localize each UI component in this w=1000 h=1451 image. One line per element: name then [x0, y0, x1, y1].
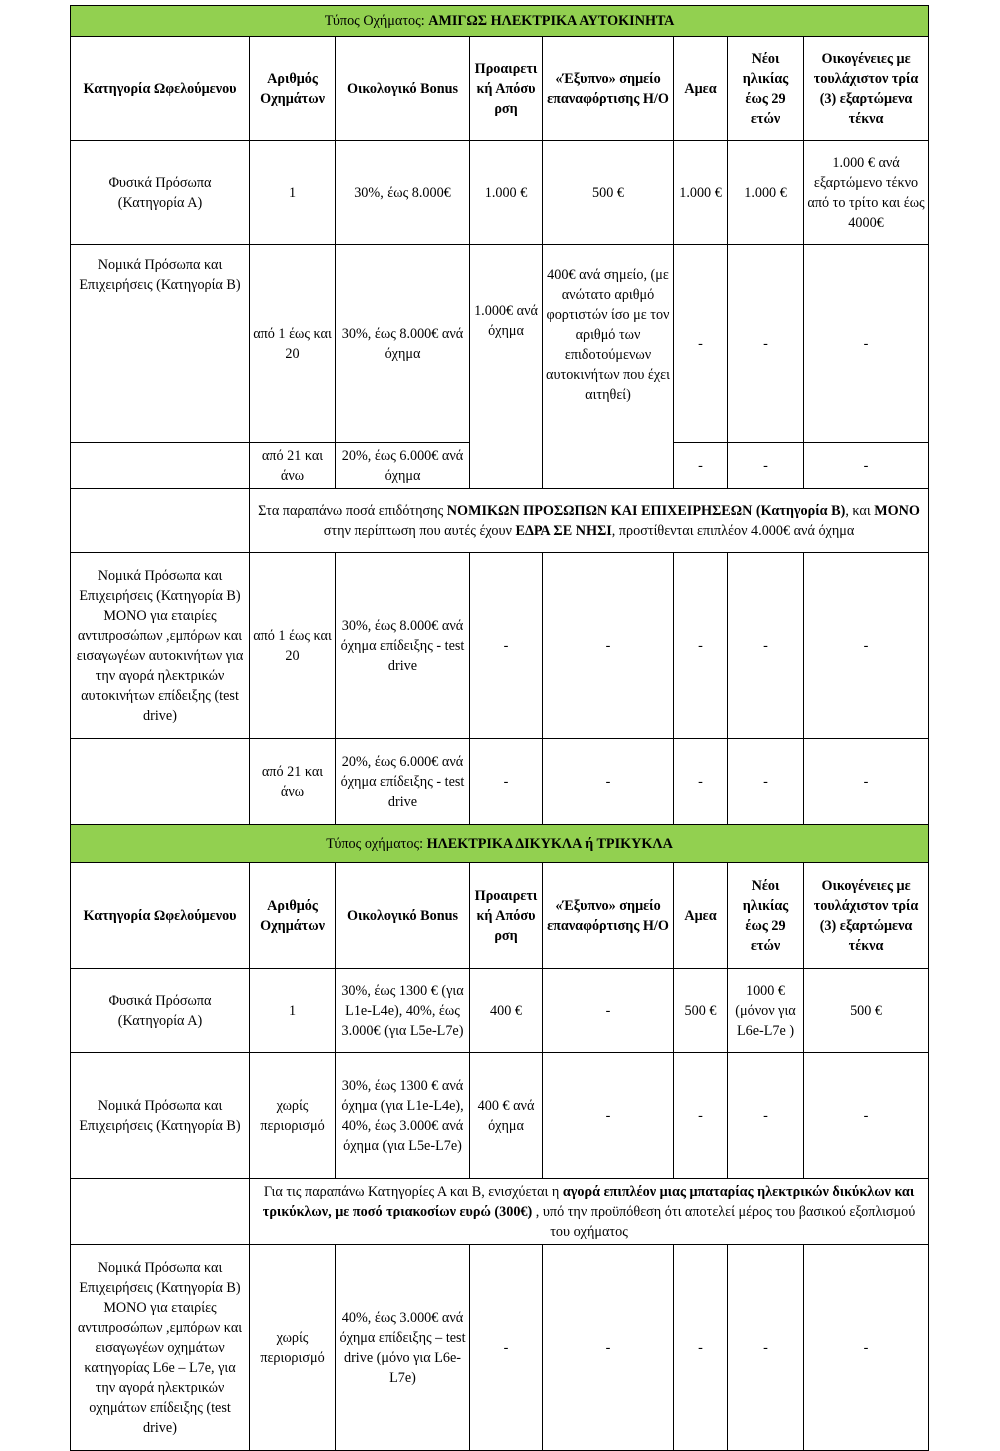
- section2-note: [250, 1179, 929, 1245]
- header-scrappage: Προαιρετική Απόσυρση: [470, 37, 543, 141]
- table-row: [71, 141, 929, 245]
- section1-header-row: [71, 37, 929, 141]
- cell-disabled: 500 €: [674, 969, 728, 1053]
- cell-young: -: [728, 1053, 804, 1179]
- header-vehicles: Αριθμός Οχημάτων: [250, 37, 336, 141]
- section2-header-row: [71, 863, 929, 969]
- note-text: , προστίθενται επιπλέον 4.000€ ανά όχημα: [611, 522, 855, 539]
- cell-families: -: [804, 245, 929, 443]
- header-families: Οικογένειες με τουλάχιστον τρία (3) εξαρτώμενα τέκνα: [804, 863, 929, 969]
- cell-young: -: [728, 553, 804, 739]
- cell-bonus: 30%, έως 1300 € (για L1e-L4e), 40%, έως 3.000€ (για L5e-L7e): [336, 969, 470, 1053]
- note-text: , υπό την προϋπόθεση ότι αποτελεί μέρος του βασικού εξοπλισμού του οχήματος: [532, 1203, 916, 1240]
- header-bonus: Οικολογικό Bonus: [336, 37, 470, 141]
- cell-bonus: 30%, έως 1300 € ανά όχημα (για L1e-L4e), 40%, έως 3.000€ ανά όχημα (για L5e-L7e): [336, 1053, 470, 1179]
- cell-category: [71, 489, 250, 553]
- cell-category: [71, 739, 250, 825]
- section2-title-bold: ΗΛΕΚΤΡΙΚΑ ΔΙΚΥΚΛΑ ή ΤΡΙΚΥΚΛΑ: [426, 835, 673, 852]
- cell-disabled: -: [674, 553, 728, 739]
- cell-disabled: -: [674, 739, 728, 825]
- section1-title-row: [71, 6, 929, 37]
- cell-scrappage: 400 €: [470, 969, 543, 1053]
- section1-note: [250, 489, 929, 553]
- cell-category: Νομικά Πρόσωπα και Επιχειρήσεις (Κατηγορία Β): [71, 245, 250, 443]
- cell-vehicles: 1: [250, 969, 336, 1053]
- section2-title-row: [71, 825, 929, 863]
- cell-charger: 400€ ανά σημείο, (με ανώτατο αριθμό φορτιστών ίσο με τον αριθμό των επιδοτούμενων αυτοκινήτων που έχει αιτηθεί): [543, 245, 674, 489]
- cell-young: 1.000 €: [728, 141, 804, 245]
- cell-category: Νομικά Πρόσωπα και Επιχειρήσεις (Κατηγορία Β): [71, 1053, 250, 1179]
- note-bold: ΜΟΝΟ: [874, 502, 920, 519]
- cell-vehicles: από 1 έως και 20: [250, 245, 336, 443]
- header-disabled: Αμεα: [674, 863, 728, 969]
- section2-title: [71, 825, 929, 863]
- cell-families: -: [804, 443, 929, 489]
- cell-category: [71, 443, 250, 489]
- table-row: [71, 1053, 929, 1179]
- cell-young: 1000 € (μόνον για L6e-L7e ): [728, 969, 804, 1053]
- cell-disabled: -: [674, 1245, 728, 1451]
- cell-category: [71, 1179, 250, 1245]
- cell-scrappage: -: [470, 739, 543, 825]
- header-scrappage: Προαιρετική Απόσυρση: [470, 863, 543, 969]
- cell-families: 500 €: [804, 969, 929, 1053]
- cell-bonus: 20%, έως 6.000€ ανά όχημα: [336, 443, 470, 489]
- subsidy-table: [70, 5, 929, 1451]
- cell-disabled: 1.000 €: [674, 141, 728, 245]
- cell-charger: -: [543, 739, 674, 825]
- header-charger: «Έξυπνο» σημείο επαναφόρτισης Η/Ο: [543, 37, 674, 141]
- cell-bonus: 40%, έως 3.000€ ανά όχημα επίδειξης – test drive (μόνο για L6e-L7e): [336, 1245, 470, 1451]
- cell-vehicles: από 21 και άνω: [250, 739, 336, 825]
- cell-charger: -: [543, 969, 674, 1053]
- cell-charger: -: [543, 1053, 674, 1179]
- subsidy-document: [70, 5, 928, 1451]
- table-row: [71, 1245, 929, 1451]
- cell-young: -: [728, 443, 804, 489]
- cell-vehicles: χωρίς περιορισμό: [250, 1053, 336, 1179]
- note-bold: ΕΔΡΑ ΣΕ ΝΗΣΙ: [515, 522, 612, 539]
- note-bold: ΝΟΜΙΚΩΝ ΠΡΟΣΩΠΩΝ ΚΑΙ ΕΠΙΧΕΙΡΗΣΕΩΝ (Κατηγορία Β): [446, 502, 846, 519]
- cell-young: -: [728, 1245, 804, 1451]
- cell-families: -: [804, 739, 929, 825]
- cell-disabled: -: [674, 245, 728, 443]
- cell-vehicles: 1: [250, 141, 336, 245]
- header-families: Οικογένειες με τουλάχιστον τρία (3) εξαρτώμενα τέκνα: [804, 37, 929, 141]
- cell-vehicles: από 21 και άνω: [250, 443, 336, 489]
- cell-families: -: [804, 1245, 929, 1451]
- cell-charger: -: [543, 553, 674, 739]
- cell-category: Φυσικά Πρόσωπα (Κατηγορία Α): [71, 969, 250, 1053]
- section2-title-prefix: Τύπος οχήματος:: [326, 835, 427, 852]
- cell-bonus: 20%, έως 6.000€ ανά όχημα επίδειξης - test drive: [336, 739, 470, 825]
- cell-category: Φυσικά Πρόσωπα (Κατηγορία Α): [71, 141, 250, 245]
- header-disabled: Αμεα: [674, 37, 728, 141]
- cell-charger: -: [543, 1245, 674, 1451]
- cell-families: 1.000 € ανά εξαρτώμενο τέκνο από το τρίτο και έως 4000€: [804, 141, 929, 245]
- cell-scrappage: -: [470, 553, 543, 739]
- header-young: Νέοι ηλικίας έως 29 ετών: [728, 863, 804, 969]
- header-bonus: Οικολογικό Bonus: [336, 863, 470, 969]
- cell-families: -: [804, 553, 929, 739]
- header-vehicles: Αριθμός Οχημάτων: [250, 863, 336, 969]
- table-row: [71, 739, 929, 825]
- table-row: [71, 553, 929, 739]
- cell-vehicles: χωρίς περιορισμό: [250, 1245, 336, 1451]
- table-row: [71, 245, 929, 443]
- cell-vehicles: από 1 έως και 20: [250, 553, 336, 739]
- section1-title-prefix: Τύπος Οχήματος:: [324, 13, 429, 29]
- cell-charger: 500 €: [543, 141, 674, 245]
- cell-disabled: -: [674, 443, 728, 489]
- cell-bonus: 30%, έως 8.000€: [336, 141, 470, 245]
- section1-title-bold: ΑΜΙΓΩΣ ΗΛΕΚΤΡΙΚΑ ΑΥΤΟΚΙΝΗΤΑ: [428, 13, 675, 29]
- cell-young: -: [728, 245, 804, 443]
- header-category: Κατηγορία Ωφελούμενου: [71, 863, 250, 969]
- header-young: Νέοι ηλικίας έως 29 ετών: [728, 37, 804, 141]
- section2-note-row: [71, 1179, 929, 1245]
- section1-title: [71, 6, 929, 37]
- header-charger: «Έξυπνο» σημείο επαναφόρτισης Η/Ο: [543, 863, 674, 969]
- cell-disabled: -: [674, 1053, 728, 1179]
- cell-scrappage: -: [470, 1245, 543, 1451]
- note-bold: αγορά επιπλέον μιας μπαταρίας ηλεκτρικών δικύκλων και τρικύκλων, με ποσό τριακοσίων ευρώ (300€): [262, 1183, 915, 1220]
- cell-scrappage: 1.000€ ανά όχημα: [470, 245, 543, 489]
- note-text: , και: [845, 502, 875, 519]
- section1-note-row: [71, 489, 929, 553]
- header-category: Κατηγορία Ωφελούμενου: [71, 37, 250, 141]
- note-text: στην περίπτωση που αυτές έχουν: [323, 522, 516, 539]
- cell-young: -: [728, 739, 804, 825]
- cell-families: -: [804, 1053, 929, 1179]
- cell-scrappage: 1.000 €: [470, 141, 543, 245]
- cell-scrappage: 400 € ανά όχημα: [470, 1053, 543, 1179]
- cell-category: Νομικά Πρόσωπα και Επιχειρήσεις (Κατηγορία Β) ΜΟΝΟ για εταιρίες αντιπροσώπων ,εμπόρων και εισαγωγέων αυτοκινήτων για την αγορά ηλεκτρικών αυτοκινήτων επίδειξης (test drive): [71, 553, 250, 739]
- cell-category: Νομικά Πρόσωπα και Επιχειρήσεις (Κατηγορία Β) ΜΟΝΟ για εταιρίες αντιπροσώπων ,εμπόρων και εισαγωγέων οχημάτων κατηγορίας L6e – L7e, για την αγορά ηλεκτρικών οχημάτων επίδειξης (test drive): [71, 1245, 250, 1451]
- table-row: [71, 969, 929, 1053]
- cell-bonus: 30%, έως 8.000€ ανά όχημα: [336, 245, 470, 443]
- note-text: Για τις παραπάνω Κατηγορίες Α και Β, ενισχύεται η: [263, 1183, 563, 1200]
- cell-bonus: 30%, έως 8.000€ ανά όχημα επίδειξης - test drive: [336, 553, 470, 739]
- note-text: Στα παραπάνω ποσά επιδότησης: [258, 502, 447, 519]
